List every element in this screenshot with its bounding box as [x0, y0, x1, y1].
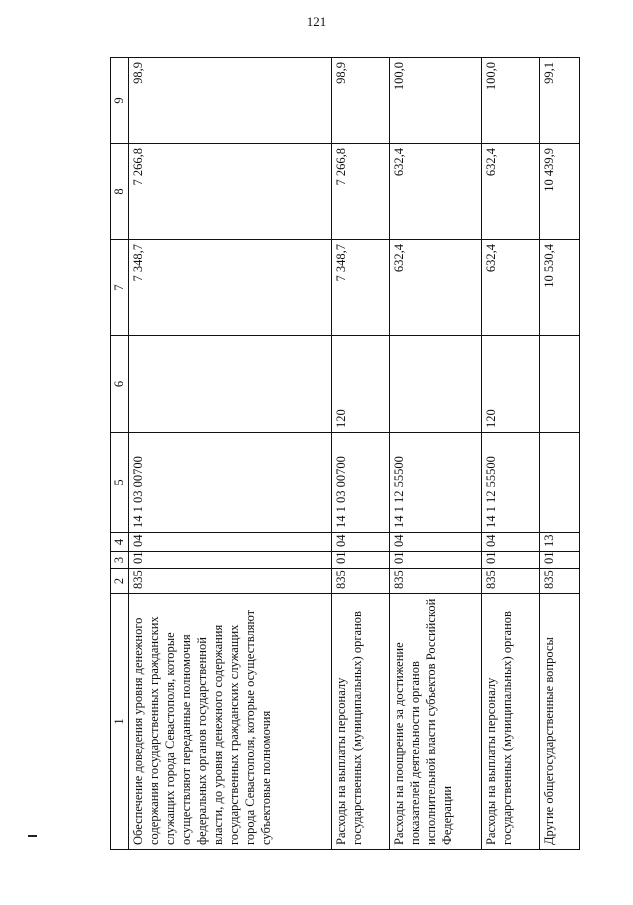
actual-amount-cell: 10 439,9 — [540, 144, 580, 240]
row-name-cell: Обеспечение доведения уровня денежного содержания государственных гражданских служащих города Севастополя, которые осуществляют переданные полномочия федеральных органов государственной власти, до уровня денежного содержания государственных гражданских служащих города Севастополя, которые осуществляют субъектовые полномочия — [129, 594, 332, 850]
percent-cell: 100,0 — [482, 58, 540, 144]
expense-type-cell — [540, 336, 580, 433]
admin-code-cell: 835 — [482, 569, 540, 594]
header-cell: 9 — [111, 58, 129, 144]
target-article-cell: 14 1 12 55500 — [482, 433, 540, 533]
actual-amount-cell: 7 266,8 — [332, 144, 390, 240]
table-header-row — [111, 58, 129, 850]
target-article-cell: 14 1 12 55500 — [390, 433, 482, 533]
admin-code-cell: 835 — [332, 569, 390, 594]
rotated-table-wrapper — [110, 58, 580, 850]
section-cell: 01 — [482, 552, 540, 569]
section-cell: 01 — [390, 552, 482, 569]
subsection-cell: 04 — [129, 533, 332, 552]
planned-amount-cell: 10 530,4 — [540, 240, 580, 336]
expense-type-cell — [129, 336, 332, 433]
admin-code-cell: 835 — [129, 569, 332, 594]
row-name-cell: Расходы на выплаты персоналу государственных (муниципальных) органов — [482, 594, 540, 850]
section-cell: 01 — [129, 552, 332, 569]
table-row — [540, 58, 580, 850]
actual-amount-cell: 632,4 — [482, 144, 540, 240]
table-row — [390, 58, 482, 850]
percent-cell: 99,1 — [540, 58, 580, 144]
table-row — [332, 58, 390, 850]
table-row — [482, 58, 540, 850]
subsection-cell: 04 — [332, 533, 390, 552]
subsection-cell: 04 — [482, 533, 540, 552]
subsection-cell: 13 — [540, 533, 580, 552]
header-cell: 5 — [111, 433, 129, 533]
expense-type-cell: 120 — [482, 336, 540, 433]
header-cell: 8 — [111, 144, 129, 240]
planned-amount-cell: 632,4 — [482, 240, 540, 336]
percent-cell: 98,9 — [129, 58, 332, 144]
percent-cell: 100,0 — [390, 58, 482, 144]
actual-amount-cell: 632,4 — [390, 144, 482, 240]
expense-type-cell: 120 — [332, 336, 390, 433]
section-cell: 01 — [332, 552, 390, 569]
header-cell: 2 — [111, 569, 129, 594]
section-cell: 01 — [540, 552, 580, 569]
margin-dash-mark — [28, 835, 37, 837]
percent-cell: 98,9 — [332, 58, 390, 144]
table-row — [129, 58, 332, 850]
target-article-cell: 14 1 03 00700 — [332, 433, 390, 533]
header-cell: 7 — [111, 240, 129, 336]
actual-amount-cell: 7 266,8 — [129, 144, 332, 240]
admin-code-cell: 835 — [540, 569, 580, 594]
header-cell: 1 — [111, 594, 129, 850]
header-cell: 4 — [111, 533, 129, 552]
budget-table — [110, 57, 580, 850]
expense-type-cell — [390, 336, 482, 433]
row-name-cell: Другие общегосударственные вопросы — [540, 594, 580, 850]
planned-amount-cell: 7 348,7 — [332, 240, 390, 336]
subsection-cell: 04 — [390, 533, 482, 552]
page-number: 121 — [306, 14, 327, 29]
row-name-cell: Расходы на выплаты персоналу государственных (муниципальных) органов — [332, 594, 390, 850]
planned-amount-cell: 632,4 — [390, 240, 482, 336]
admin-code-cell: 835 — [390, 569, 482, 594]
header-cell: 6 — [111, 336, 129, 433]
target-article-cell: 14 1 03 00700 — [129, 433, 332, 533]
target-article-cell — [540, 433, 580, 533]
row-name-cell: Расходы на поощрение за достижение показателей деятельности органов исполнительной власти субъектов Российской Федерации — [390, 594, 482, 850]
planned-amount-cell: 7 348,7 — [129, 240, 332, 336]
header-cell: 3 — [111, 552, 129, 569]
